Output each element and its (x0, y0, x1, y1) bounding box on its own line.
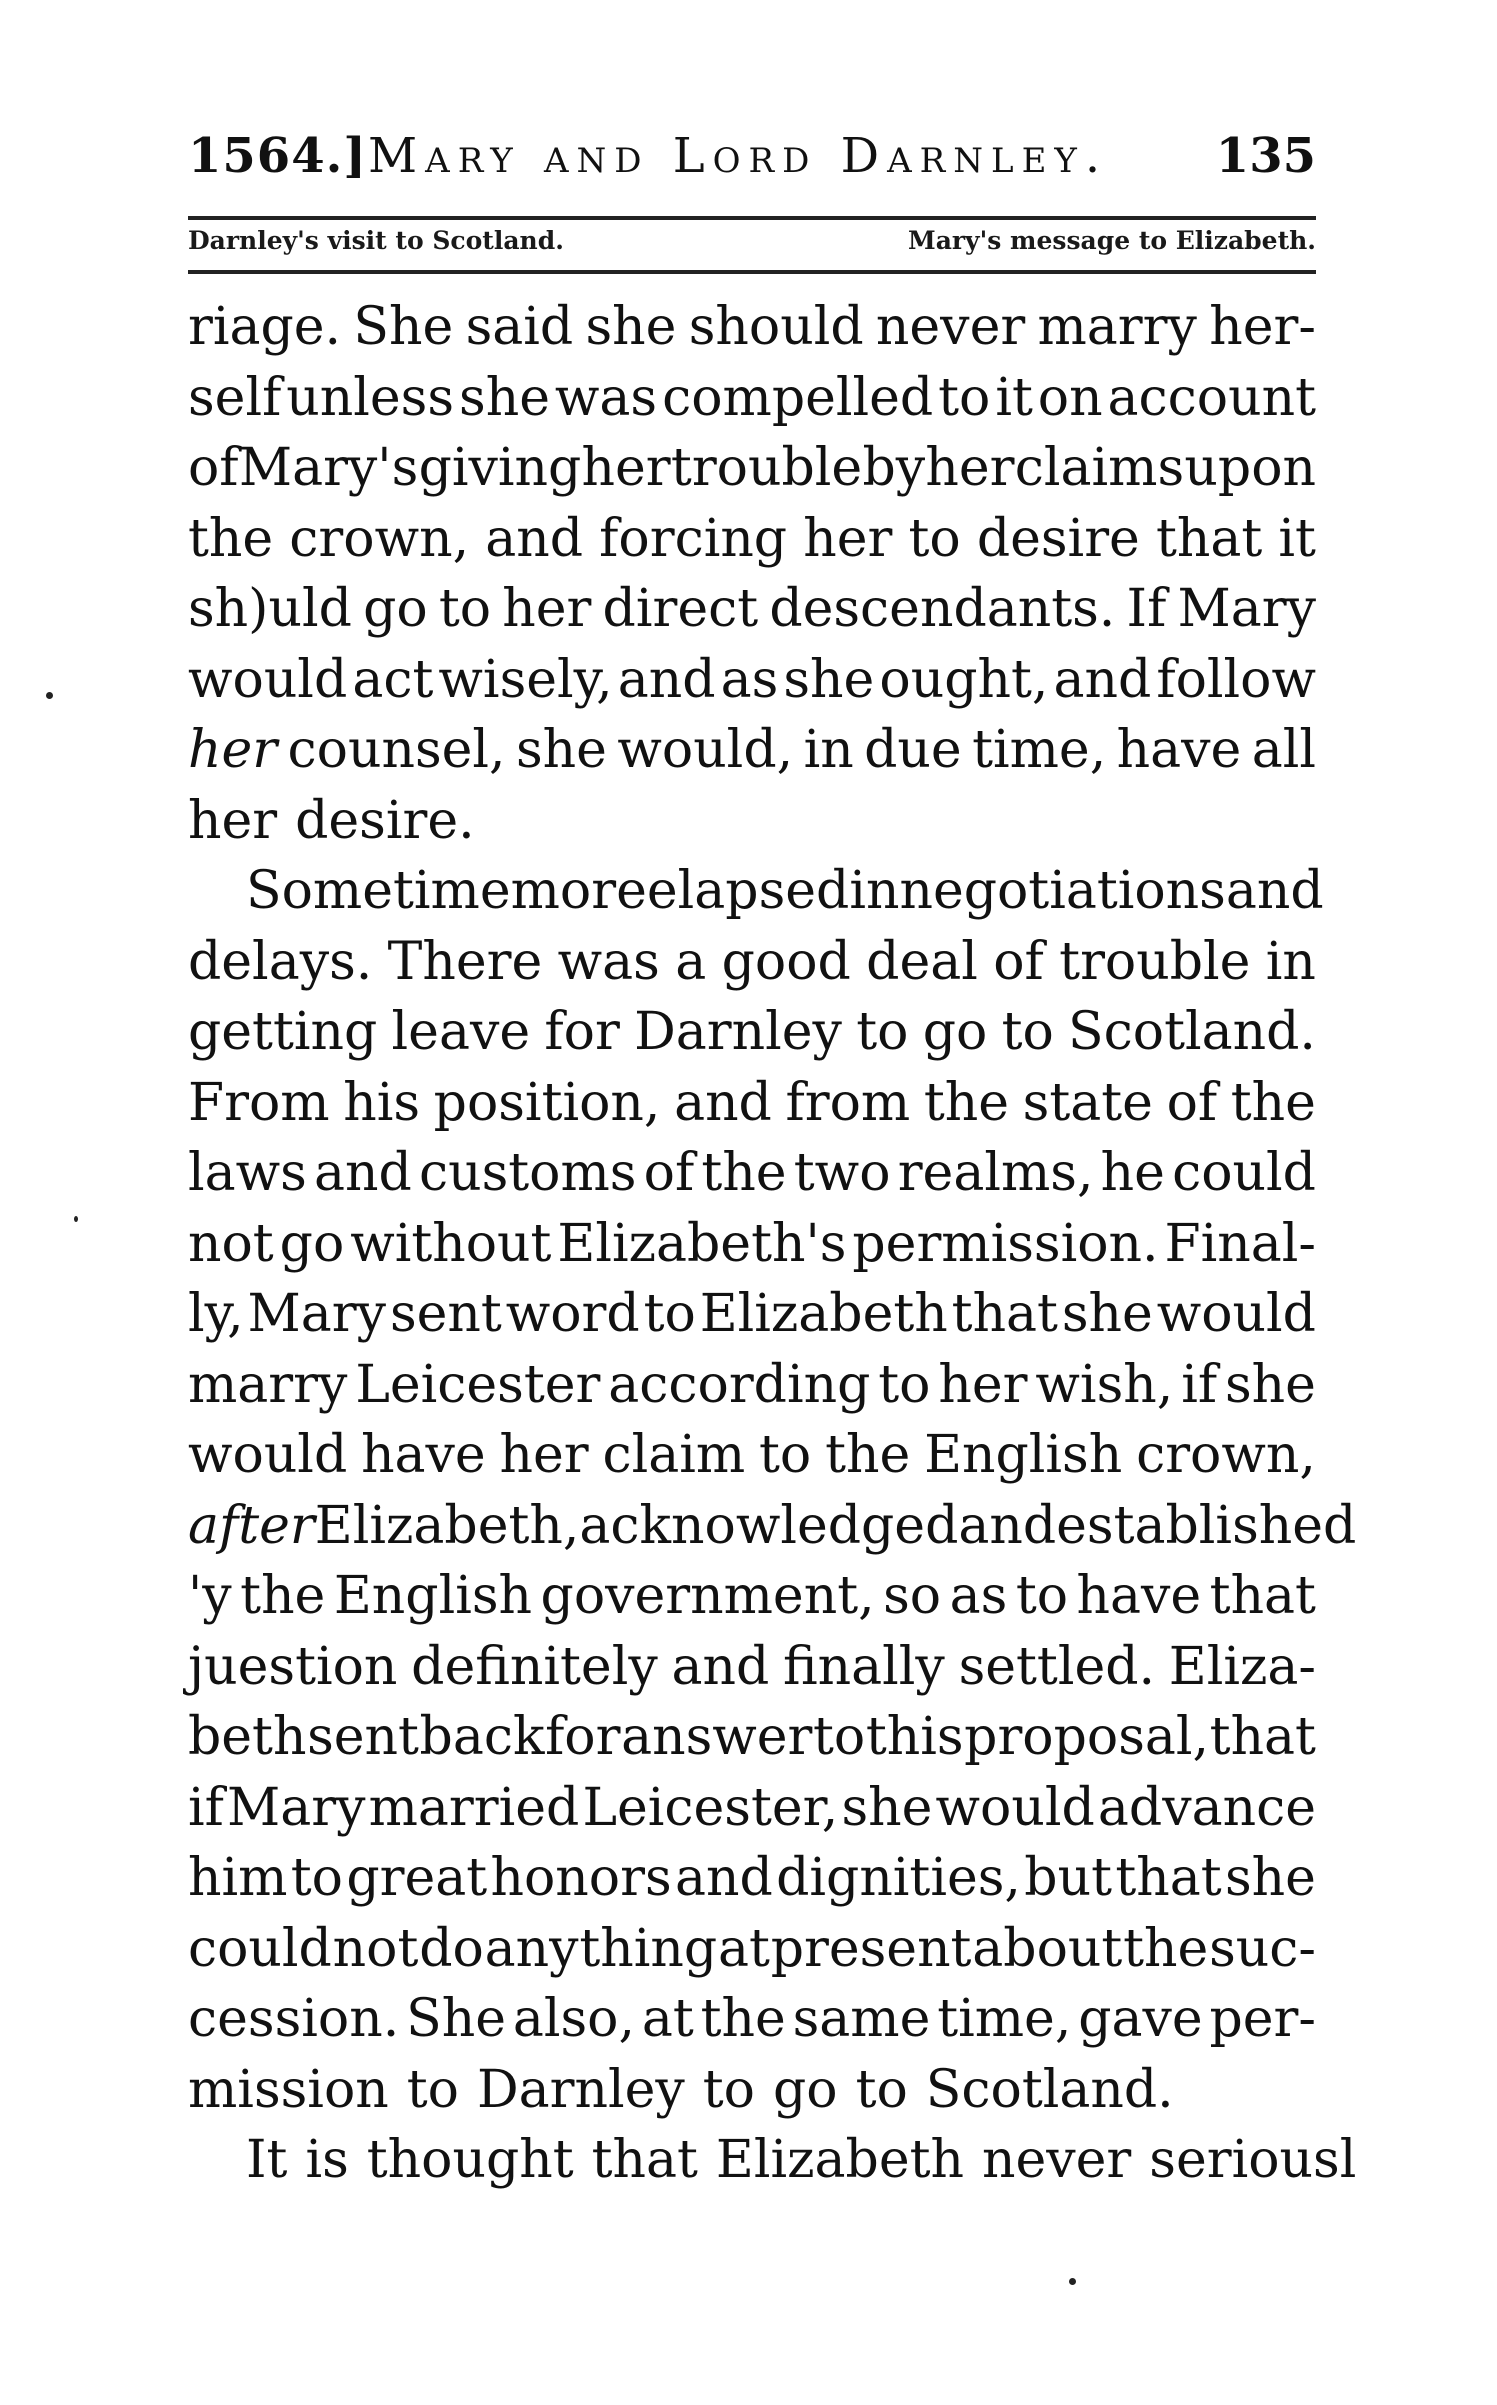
text-word: of (643, 1143, 695, 1203)
text-word: seriousl (1149, 2130, 1357, 2190)
text-word: at (717, 1918, 770, 1979)
text-word: forcing (599, 508, 788, 569)
text-word: trouble (1059, 931, 1251, 992)
text-word: in (849, 861, 900, 921)
text-word: that (1209, 1707, 1316, 1767)
text-word: on (1037, 367, 1103, 428)
text-word: not (188, 1213, 274, 1274)
text-line (188, 574, 1316, 645)
body-text (188, 292, 1357, 2196)
text-word: time (393, 861, 511, 921)
text-word: juestion (188, 1636, 398, 1697)
text-line (188, 2055, 1316, 2126)
running-head-year: 1564.] (188, 128, 368, 184)
text-word: the (188, 508, 274, 569)
text-word: proposal, (964, 1707, 1210, 1767)
text-line (188, 997, 1316, 1068)
text-word: desire. (295, 790, 475, 851)
text-word: self (188, 367, 282, 428)
text-word: her (938, 1354, 1028, 1415)
text-word: go (922, 1002, 988, 1062)
text-word: to (1001, 1002, 1054, 1062)
text-word: for (545, 1707, 621, 1767)
text-word: her (188, 790, 278, 851)
text-word: at (641, 1989, 694, 2049)
text-word: go (279, 1213, 345, 1274)
text-word: she (585, 297, 677, 357)
text-word: have (1076, 1566, 1202, 1626)
text-word: married (368, 1777, 580, 1838)
text-word: to (1015, 1566, 1069, 1626)
text-word: answer (621, 1707, 813, 1767)
text-word: From (188, 1072, 330, 1133)
text-word: said (465, 297, 574, 357)
text-word: word (505, 1284, 640, 1344)
text-word: by (862, 438, 926, 498)
text-word: sh)uld (188, 579, 352, 639)
text-word: thought (366, 2130, 574, 2190)
print-speck (1069, 2278, 1076, 2285)
text-word: more (510, 861, 647, 921)
text-word: after (188, 1495, 315, 1556)
text-word: back (419, 1707, 545, 1767)
text-word: government, (540, 1566, 875, 1626)
text-word: and (1053, 649, 1152, 710)
text-word: have (1116, 720, 1242, 780)
text-line (188, 1491, 1357, 1562)
text-word: counsel, (287, 720, 506, 780)
text-word: finally (782, 1636, 945, 1697)
text-word: it (1278, 508, 1316, 569)
text-word: dignities, (776, 1848, 1021, 1908)
text-word: and (485, 508, 584, 569)
text-word: crown, (289, 508, 470, 569)
text-word: marry (1037, 297, 1197, 357)
text-word: would (935, 1777, 1095, 1838)
text-word: settled. (958, 1636, 1156, 1697)
page-number: 135 (1215, 128, 1316, 184)
text-word: she (783, 649, 875, 710)
text-word: she (459, 367, 550, 428)
text-word: to (406, 2059, 459, 2120)
text-word: same (792, 1989, 931, 2049)
text-line (188, 292, 1316, 363)
text-word: She (406, 1989, 506, 2049)
text-word: sent (307, 1707, 419, 1767)
text-word: great (346, 1848, 488, 1908)
text-word: she (1061, 1284, 1153, 1344)
text-word: claim (602, 1425, 746, 1485)
text-word: to (908, 508, 961, 569)
text-line (188, 1702, 1316, 1773)
text-word: to (643, 1284, 696, 1344)
text-word: present (770, 1918, 972, 1979)
text-word: without (350, 1213, 552, 1274)
text-word: beth (188, 1707, 307, 1767)
text-word: unless (286, 367, 455, 428)
text-word: and (1225, 861, 1324, 921)
text-word: any (484, 1918, 579, 1979)
text-word: two (793, 1143, 891, 1203)
text-word: compelled (662, 367, 934, 428)
text-word: and (314, 1143, 412, 1203)
text-word: his (343, 1072, 421, 1133)
text-word: that (1155, 508, 1263, 569)
text-word: act (352, 649, 434, 710)
text-word: the (825, 1425, 911, 1485)
text-word: ly, (188, 1284, 244, 1344)
text-line (188, 504, 1316, 575)
text-word: her (581, 438, 671, 498)
text-word: should (688, 297, 864, 357)
text-word: claims (1014, 438, 1185, 498)
text-word: Elizabeth's (557, 1213, 847, 1274)
text-word: her (502, 579, 592, 639)
text-word: due (864, 720, 962, 780)
text-line (188, 1420, 1316, 1491)
text-line (188, 856, 1324, 927)
text-word: according (608, 1354, 871, 1415)
text-word: she (1224, 1848, 1316, 1908)
text-line (188, 927, 1316, 998)
text-word: to (856, 1002, 909, 1062)
text-word: crown, (1136, 1425, 1316, 1485)
text-word: never (875, 297, 1026, 357)
text-line (188, 715, 1316, 786)
text-word: 'y (188, 1566, 232, 1626)
running-head-title: Mary and Lord Darnley. (368, 128, 1109, 184)
text-word: advance (1097, 1777, 1316, 1838)
text-word: that (951, 1284, 1058, 1344)
text-word: if (188, 1777, 224, 1838)
text-line (188, 786, 1316, 857)
text-word: to (938, 367, 991, 428)
header-bottom-rule (188, 270, 1316, 274)
text-word: also, (512, 1989, 635, 2049)
text-word: him (188, 1848, 288, 1908)
text-word: to (438, 579, 492, 639)
text-word: delays. (188, 931, 373, 992)
text-word: as (949, 1566, 1008, 1626)
text-word: of (1166, 1072, 1218, 1133)
text-word: Eliza- (1168, 1636, 1316, 1697)
text-word: in (1265, 931, 1316, 992)
text-word: established (1056, 1495, 1357, 1556)
text-word: Mary (227, 1777, 366, 1838)
text-word: never (982, 2130, 1132, 2190)
text-line (188, 1279, 1316, 1350)
text-word: her- (1209, 297, 1316, 357)
text-word: upon (1184, 438, 1316, 498)
text-word: from (785, 1072, 911, 1133)
text-word: elapsed (646, 861, 850, 921)
text-word: if (1181, 1354, 1218, 1415)
text-word: the (701, 1143, 787, 1203)
text-word: English (924, 1425, 1123, 1485)
text-word: good (721, 931, 851, 992)
text-word: getting (188, 1002, 378, 1062)
text-line (188, 1914, 1316, 1985)
text-word: deal (866, 931, 978, 992)
text-word: a (675, 931, 707, 992)
text-word: Darnley (634, 1002, 842, 1062)
text-word: Mary's (238, 438, 419, 498)
text-word: If (1126, 579, 1167, 639)
text-word: she (516, 720, 607, 780)
text-word: laws (188, 1143, 307, 1203)
text-word: It (246, 2130, 288, 2190)
text-word: Final- (1164, 1213, 1316, 1274)
text-word: would (188, 1425, 348, 1485)
text-word: she (1224, 1354, 1316, 1415)
text-word: There (387, 931, 543, 992)
text-word: descendants. (769, 579, 1116, 639)
text-word: of (188, 438, 239, 498)
text-word: so (883, 1566, 942, 1626)
text-word: Scotland. (925, 2059, 1174, 2120)
text-word: that (1115, 1848, 1222, 1908)
text-word: Scotland. (1068, 1002, 1316, 1062)
text-word: that (591, 2130, 698, 2190)
text-word: would, (617, 720, 794, 780)
text-word: Darnley (476, 2059, 685, 2120)
text-word: was (554, 367, 658, 428)
text-word: and (674, 1848, 773, 1908)
text-word: Elizabeth (715, 2130, 964, 2190)
text-word: Leicester (355, 1354, 601, 1415)
text-line (188, 2125, 1357, 2196)
text-line (188, 433, 1316, 504)
text-word: customs (418, 1143, 637, 1203)
text-word: sent (389, 1284, 502, 1344)
text-word: to (813, 1707, 866, 1767)
text-word: the (923, 1072, 1010, 1133)
text-word: suc- (1209, 1918, 1316, 1979)
text-word: desire (976, 508, 1140, 569)
text-word: her (188, 720, 278, 780)
text-word: English (333, 1566, 533, 1626)
text-line (188, 1984, 1316, 2055)
text-line (188, 1138, 1316, 1209)
header-top-rule (188, 216, 1316, 220)
text-word: to (855, 2059, 908, 2120)
text-word: time, (972, 720, 1107, 780)
text-word: Some (246, 861, 394, 921)
text-word: to (759, 1425, 812, 1485)
text-word: time, (937, 1989, 1072, 2049)
right-side-note: Mary's message to Elizabeth. (908, 226, 1316, 255)
text-word: cession. (188, 1989, 400, 2049)
text-word: per- (1209, 1989, 1316, 2049)
text-word: trouble (670, 438, 863, 498)
text-word: permission. (852, 1213, 1159, 1274)
text-word: about (972, 1918, 1123, 1979)
text-word: riage. (188, 297, 342, 357)
print-speck (74, 1216, 78, 1222)
text-word: Mary (1177, 579, 1316, 639)
text-word: She (353, 297, 454, 357)
text-word: the (1123, 1918, 1209, 1979)
text-word: marry (188, 1354, 348, 1415)
text-word: is (305, 2130, 349, 2190)
text-word: have (361, 1425, 486, 1485)
text-word: he (1100, 1143, 1165, 1203)
text-word: and (671, 1636, 770, 1697)
text-word: that (1209, 1566, 1316, 1626)
text-word: Mary (247, 1284, 387, 1344)
text-word: her (803, 508, 893, 569)
text-word: ought, (879, 649, 1049, 710)
text-word: follow (1156, 649, 1316, 710)
text-word: her (925, 438, 1015, 498)
text-line (188, 1843, 1316, 1914)
text-word: acknowledged (579, 1495, 959, 1556)
text-word: gave (1078, 1989, 1203, 2049)
text-line (188, 363, 1316, 434)
text-word: giving (418, 438, 582, 498)
text-word: the (240, 1566, 326, 1626)
text-word: wish, (1035, 1354, 1174, 1415)
text-word: could (188, 1918, 332, 1979)
text-word: would (188, 649, 348, 710)
text-line (188, 1773, 1316, 1844)
text-word: position, (433, 1072, 661, 1133)
text-word: not (332, 1918, 419, 1979)
text-line (188, 1561, 1316, 1632)
text-word: to (290, 1848, 343, 1908)
text-word: Elizabeth, (314, 1495, 580, 1556)
text-word: the (1230, 1072, 1316, 1133)
text-line (188, 1632, 1316, 1703)
text-word: realms, (897, 1143, 1094, 1203)
left-side-note: Darnley's visit to Scotland. (188, 226, 564, 255)
text-word: Elizabeth (699, 1284, 948, 1344)
text-word: do (419, 1918, 484, 1979)
text-word: could (1172, 1143, 1316, 1203)
text-word: of (993, 931, 1044, 992)
text-word: to (702, 2059, 755, 2120)
text-word: but (1024, 1848, 1112, 1908)
text-word: this (865, 1707, 964, 1767)
text-word: wisely, (438, 649, 613, 710)
text-word: would (1156, 1284, 1316, 1344)
text-word: thing (579, 1918, 718, 1979)
print-speck (46, 692, 53, 699)
text-word: to (878, 1354, 931, 1415)
text-word: direct (602, 579, 759, 639)
text-word: mission (188, 2059, 389, 2120)
text-word: state (1022, 1072, 1153, 1133)
text-word: and (617, 649, 716, 710)
text-word: and (958, 1495, 1057, 1556)
text-word: her (499, 1425, 589, 1485)
text-line (188, 1350, 1316, 1421)
text-word: account (1107, 367, 1316, 428)
text-word: in (803, 720, 854, 780)
text-word: was (557, 931, 660, 992)
text-word: all (1251, 720, 1316, 780)
text-line (188, 1068, 1316, 1139)
text-word: Leicester, (582, 1777, 839, 1838)
running-head (188, 128, 1316, 198)
text-word: as (720, 649, 779, 710)
text-word: the (700, 1989, 786, 2049)
text-word: negotiations (899, 861, 1226, 921)
text-line (188, 1209, 1316, 1280)
text-word: she (841, 1777, 933, 1838)
text-word: leave (391, 1002, 531, 1062)
text-word: go (363, 579, 428, 639)
text-word: and (674, 1072, 772, 1133)
text-word: definitely (411, 1636, 658, 1697)
text-line (188, 645, 1316, 716)
text-word: go (772, 2059, 838, 2120)
text-word: it (995, 367, 1033, 428)
text-word: honors (490, 1848, 672, 1908)
text-word: for (544, 1002, 620, 1062)
